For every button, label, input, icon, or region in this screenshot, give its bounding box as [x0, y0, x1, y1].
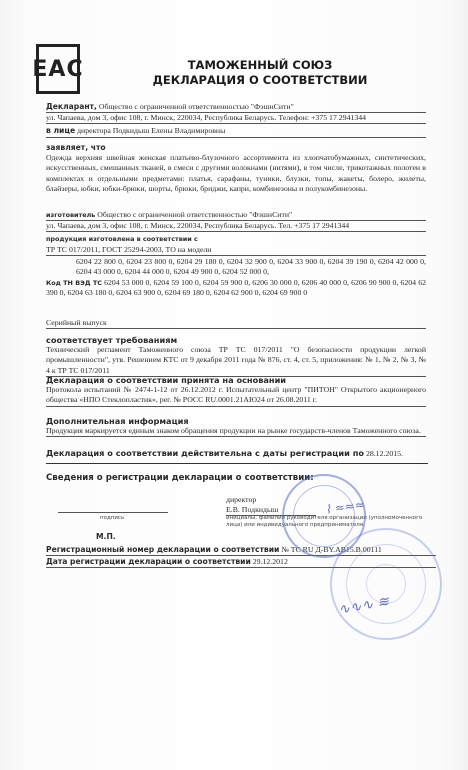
- mp-block: [96, 532, 156, 542]
- basis-label: Декларация о соответствии принята на основании: [46, 375, 287, 385]
- company-stamp-inner-ring: [293, 485, 355, 547]
- declarant-label: Декларант,: [46, 102, 97, 111]
- declarant-name: Общество с ограниченной ответственностью "ФэшнСити": [98, 102, 294, 111]
- manufacturer-name: Общество с ограниченной ответственностью "ФэшнСити": [97, 210, 293, 219]
- basis-block: [46, 375, 426, 407]
- tnved-label: Код ТН ВЭД ТС: [46, 279, 102, 287]
- product-block: [46, 143, 426, 194]
- divider-line: [46, 463, 428, 464]
- reg-date-label: Дата регистрации декларации о соответствии: [46, 557, 251, 566]
- codes-list-1: 6204 22 800 0, 6204 23 800 0, 6204 29 180 0, 6204 32 900 0, 6204 33 900 0, 6204 39 190 0, 6204 42 000 0, 6204 43 000 0, 6204 44 000 0, 6204 49 900 0, 6204 52 000 0,: [76, 257, 426, 277]
- eac-logo: EAC: [36, 44, 80, 94]
- tnved-block: [46, 278, 426, 298]
- declarant-address: ул. Чапаева, дом 3, офис 108, г. Минск, 220034, Республика Беларусь. Телефон: +375 17 2941344: [46, 113, 426, 124]
- extra-label: Дополнительная информация: [46, 416, 189, 426]
- product-description: Одежда верхняя швейная женская платьево-блузочного ассортимента из хлопчатобумажных, синтетических, искусственных, смешанных тканей, в смеси с другими волокнами (нитями), в том числе, трикотажных полотен в комплектах и отдельными предметами: платья, сарафаны, туники, блузки, топы, жакеты, болеро, жилеты, блайзеры, юбки, юбки-брюки, шорты, брюки, бриджи, капри, комбинезоны и полукомбинезоны.: [46, 153, 426, 193]
- manufacturer-label: изготовитель: [46, 211, 96, 219]
- header-title-line2: ДЕКЛАРАЦИЯ О СООТВЕТСТВИИ: [152, 73, 368, 87]
- manufacturer-block: [46, 210, 426, 256]
- validity-label: Декларация о соответствии действительна с даты регистрации по: [46, 448, 364, 458]
- mp-label: М.П.: [96, 532, 116, 541]
- extra-block: [46, 416, 426, 437]
- declares-label: заявляет, что: [46, 143, 106, 152]
- in-person-label: в лице: [46, 126, 76, 136]
- initials-caption: инициалы, фамилия руководителя организации (уполномоченного лица) или индивидуального предпринимателя: [226, 515, 423, 528]
- header-title-line1: ТАМОЖЕННЫЙ СОЮЗ: [187, 58, 333, 72]
- validity-block: [46, 448, 426, 459]
- reg-number-value: № ТС RU Д-BY.AB15.В.00111: [281, 545, 382, 554]
- registrar-signature: ∿∿∿ ≋: [337, 593, 391, 619]
- produced-standards: ТР ТС 017/2011, ГОСТ 25294-2003, ТО на модели: [46, 245, 426, 256]
- requirements-label: соответствует требованиям: [46, 335, 178, 345]
- document-header: [130, 58, 390, 88]
- reg-date-value: 29.12.2012: [252, 557, 288, 566]
- validity-date: 28.12.2015.: [365, 449, 403, 458]
- codes-list-2: 6204 53 000 0, 6204 59 100 0, 6204 59 900 0, 6206 30 000 0, 6206 40 000 0, 6206 90 900 0, 6204 62 390 0, 6204 63 180 0, 6204 63 900 0, 6204 69 180 0, 6204 62 900 0, 6204 69 900 0: [46, 278, 426, 298]
- basis-text: Протокола испытаний № 2474-1-12 от 26.12.2012 г. Испытательный центр "ПИТОН" Открытого акционерного общества «НПО Стеклопластик», рег. № РОСС RU.0001.21АЮ24 от 26.08.2011 г.: [46, 385, 426, 406]
- in-person-text: директора Подкидыш Елены Владимировны: [77, 126, 226, 136]
- signature-caption: подпись: [100, 515, 125, 521]
- extra-text: Продукция маркируется единым знаком обращения продукции на рынке государств-членов Таможенного союза.: [46, 426, 426, 437]
- serial-label: Серийный выпуск: [46, 318, 426, 329]
- director-name: Е.В. Подкидыш: [226, 505, 316, 516]
- registration-stamp: [330, 528, 442, 640]
- produced-label: продукция изготовлена в соответствии с: [46, 235, 198, 244]
- manufacturer-address: ул. Чапаева, дом 3, офис 108, г. Минск, 220034, Республика Беларусь. Тел. +375 17 2941344: [46, 221, 426, 232]
- declarant-block: [46, 102, 426, 138]
- requirements-text: Технический регламент Таможенного союза ТР ТС 017/2011 "О безопасности продукции легкой промышленности", утв. Решением КТС от 9 декабря 2011 года № 876, ст. 4, ст. 5, приложения: № 1, № 2, № 3, № 4 к ТР ТС 017/2011: [46, 345, 426, 377]
- codes-block: [76, 257, 426, 277]
- signature-line: [58, 512, 168, 513]
- registration-info-block: [46, 473, 426, 483]
- director-label: директор: [226, 495, 257, 504]
- serial-block: [46, 318, 426, 329]
- reg-number-label: Регистрационный номер декларации о соответствии: [46, 545, 280, 554]
- registration-info-label: Сведения о регистрации декларации о соответствии:: [46, 473, 314, 483]
- director-signature: ⌇ ≈≈≈: [324, 497, 366, 517]
- requirements-block: [46, 335, 426, 377]
